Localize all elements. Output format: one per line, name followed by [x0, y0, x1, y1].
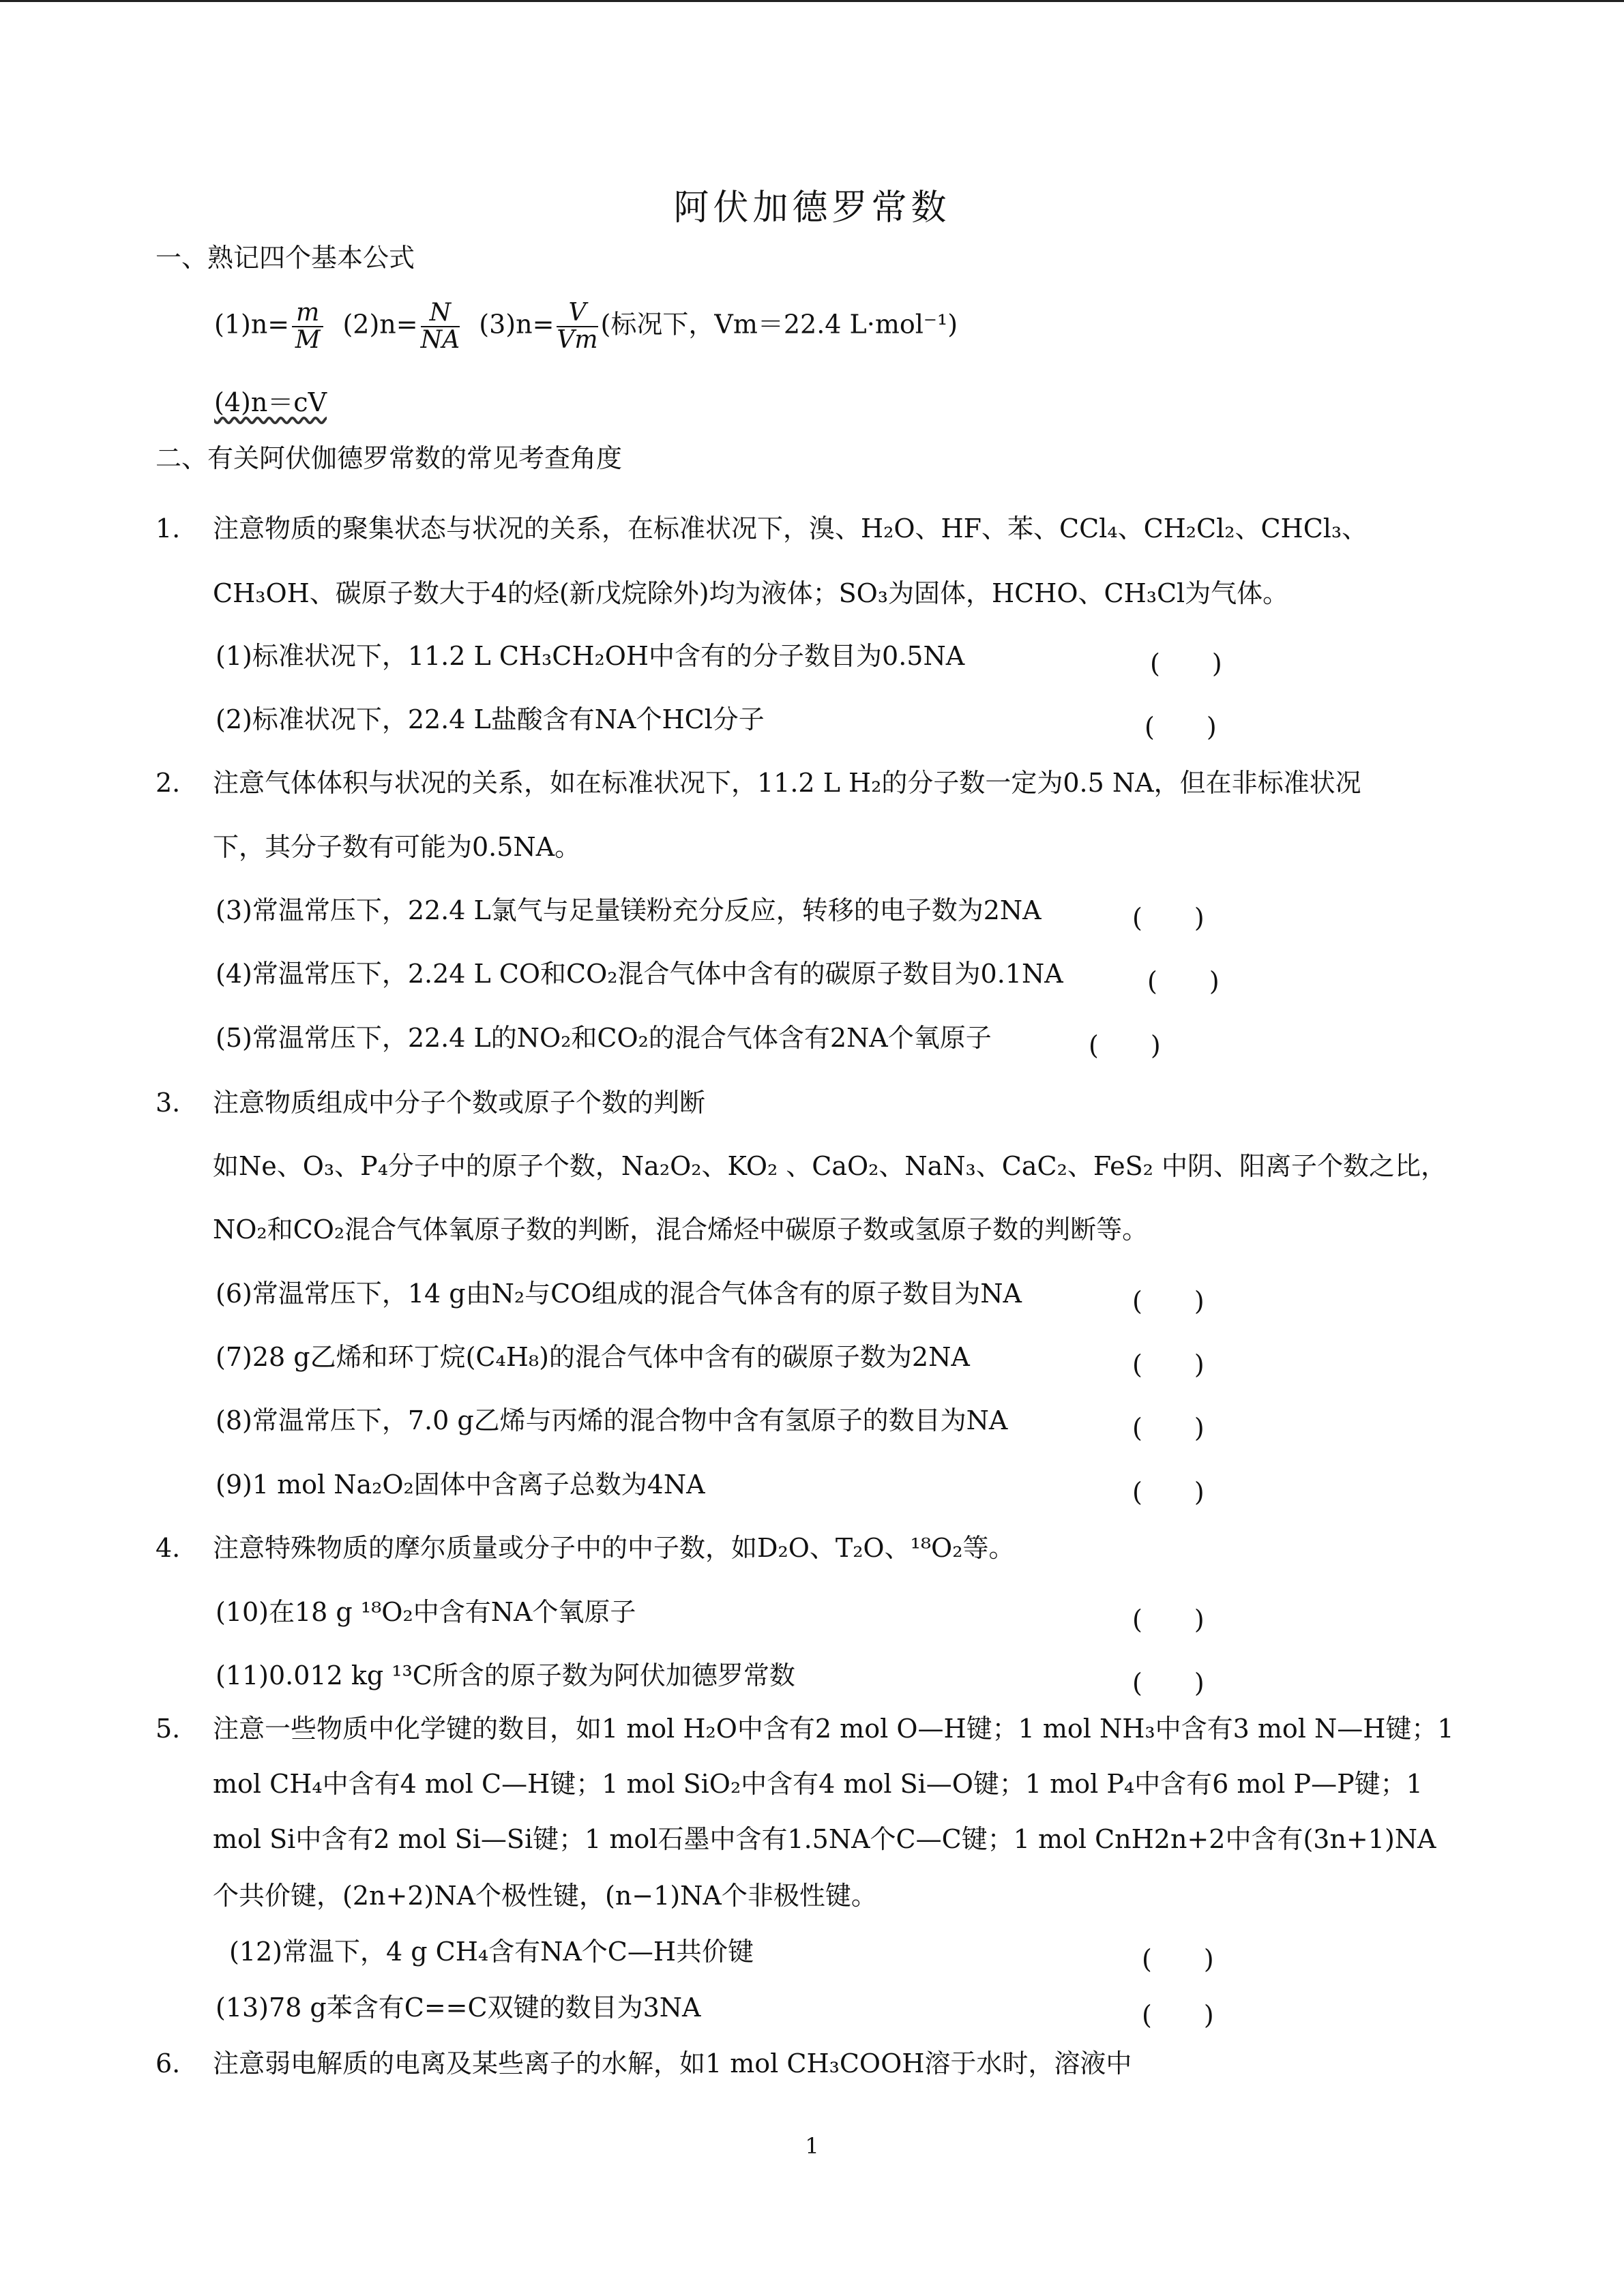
item-1-line-1: 注意物质的聚集状态与状况的关系，在标准状况下，溴、H₂O、HF、苯、CCl₄、CH₂Cl₂、CHCl₃、	[213, 513, 1368, 543]
question-5: (5)常温常压下，22.4 L的NO₂和CO₂的混合气体含有2NA个氧原子	[216, 1023, 992, 1053]
item-2-line-2: 下，其分子数有可能为0.5NA。	[213, 832, 581, 862]
item-2-line-1: 注意气体体积与状况的关系，如在标准状况下，11.2 L H₂的分子数一定为0.5 NA，但在非标准状况	[213, 768, 1361, 798]
question-9: (9)1 mol Na₂O₂固体中含离子总数为4NA	[216, 1470, 705, 1500]
answer-blank-2[interactable]: ( )	[1145, 712, 1217, 742]
question-12: (12)常温下，4 g CH₄含有NA个C—H共价键	[229, 1937, 754, 1967]
formula-1-denominator: M	[295, 325, 321, 354]
answer-blank-10[interactable]: ( )	[1132, 1605, 1205, 1635]
page-number: 1	[805, 2133, 819, 2159]
answer-blank-12[interactable]: ( )	[1142, 1944, 1214, 1974]
answer-blank-7[interactable]: ( )	[1132, 1350, 1205, 1380]
item-5-number: 5.	[156, 1714, 181, 1744]
item-3-number: 3.	[156, 1088, 181, 1118]
item-5-line-2: mol CH₄中含有4 mol C—H键；1 mol SiO₂中含有4 mol Si—O键；1 mol P₄中含有6 mol P—P键；1	[213, 1769, 1423, 1799]
question-13: (13)78 g苯含有C==C双键的数目为3NA	[216, 1993, 701, 2023]
question-8: (8)常温常压下，7.0 g乙烯与丙烯的混合物中含有氢原子的数目为NA	[216, 1405, 1008, 1435]
question-7: (7)28 g乙烯和环丁烷(C₄H₈)的混合气体中含有的碳原子数为2NA	[216, 1342, 970, 1372]
answer-blank-3[interactable]: ( )	[1132, 903, 1205, 933]
question-10: (10)在18 g ¹⁸O₂中含有NA个氧原子	[216, 1597, 636, 1627]
question-11: (11)0.012 kg ¹³C所含的原子数为阿伏加德罗常数	[216, 1660, 795, 1690]
item-6-line-1: 注意弱电解质的电离及某些离子的水解，如1 mol CH₃COOH溶于水时，溶液中	[213, 2048, 1132, 2078]
formula-2-prefix: (2)n=	[342, 309, 418, 340]
question-3: (3)常温常压下，22.4 L氯气与足量镁粉充分反应，转移的电子数为2NA	[216, 895, 1042, 925]
item-6-number: 6.	[156, 2048, 181, 2078]
formula-1-numerator: m	[292, 300, 323, 327]
formula-3-note: (标况下，Vm＝22.4 L·mol⁻¹)	[600, 309, 958, 340]
formula-1-prefix: (1)n=	[214, 309, 290, 340]
answer-blank-4[interactable]: ( )	[1147, 966, 1220, 996]
formula-row	[214, 300, 958, 353]
answer-blank-1[interactable]: ( )	[1150, 648, 1222, 679]
question-4: (4)常温常压下，2.24 L CO和CO₂混合气体中含有的碳原子数目为0.1NA	[216, 959, 1063, 989]
formula-2-fraction	[421, 300, 460, 353]
item-4-number: 4.	[156, 1533, 181, 1563]
item-5-line-3: mol Si中含有2 mol Si—Si键；1 mol石墨中含有1.5NA个C—C键；1 mol CnH2n+2中含有(3n+1)NA	[213, 1824, 1436, 1854]
item-2-number: 2.	[156, 768, 181, 798]
item-1-number: 1.	[156, 513, 181, 543]
answer-blank-11[interactable]: ( )	[1132, 1668, 1205, 1698]
item-3-line-1: 注意物质组成中分子个数或原子个数的判断	[213, 1088, 706, 1118]
section-1-heading: 一、熟记四个基本公式	[156, 243, 415, 273]
answer-blank-6[interactable]: ( )	[1132, 1286, 1205, 1316]
item-4-line-1: 注意特殊物质的摩尔质量或分子中的中子数，如D₂O、T₂O、¹⁸O₂等。	[213, 1533, 1015, 1563]
answer-blank-13[interactable]: ( )	[1142, 2000, 1214, 2030]
answer-blank-9[interactable]: ( )	[1132, 1477, 1205, 1507]
formula-2-numerator: N	[421, 300, 460, 327]
item-5-line-4: 个共价键，(2n+2)NA个极性键，(n−1)NA个非极性键。	[213, 1881, 877, 1911]
formula-3-prefix: (3)n=	[479, 309, 555, 340]
formula-3-denominator: Vm	[557, 325, 598, 354]
formula-3-fraction	[557, 300, 597, 353]
formula-3-numerator: V	[557, 300, 597, 327]
formula-2-denominator: NA	[420, 325, 460, 354]
formula-1-fraction	[292, 300, 323, 353]
item-5-line-1: 注意一些物质中化学键的数目，如1 mol H₂O中含有2 mol O—H键；1 mol NH₃中含有3 mol N—H键；1	[213, 1714, 1454, 1744]
answer-blank-8[interactable]: ( )	[1132, 1413, 1205, 1443]
page-title: 阿伏加德罗常数	[673, 188, 951, 228]
formula-4: (4)n＝cV	[214, 387, 327, 417]
answer-blank-5[interactable]: ( )	[1089, 1030, 1161, 1060]
question-1: (1)标准状况下，11.2 L CH₃CH₂OH中含有的分子数目为0.5NA	[216, 641, 965, 671]
question-2: (2)标准状况下，22.4 L盐酸含有NA个HCl分子	[216, 704, 765, 734]
item-1-line-2: CH₃OH、碳原子数大于4的烃(新戊烷除外)均为液体；SO₃为固体，HCHO、CH₃Cl为气体。	[213, 578, 1289, 608]
section-2-heading: 二、有关阿伏伽德罗常数的常见考查角度	[156, 443, 623, 473]
item-3-line-2: 如Ne、O₃、P₄分子中的原子个数，Na₂O₂、KO₂ 、CaO₂、NaN₃、CaC₂、FeS₂ 中阴、阳离子个数之比，	[213, 1151, 1447, 1181]
item-3-line-3: NO₂和CO₂混合气体氧原子数的判断，混合烯烃中碳原子数或氢原子数的判断等。	[213, 1214, 1149, 1244]
question-6: (6)常温常压下，14 g由N₂与CO组成的混合气体含有的原子数目为NA	[216, 1279, 1022, 1309]
